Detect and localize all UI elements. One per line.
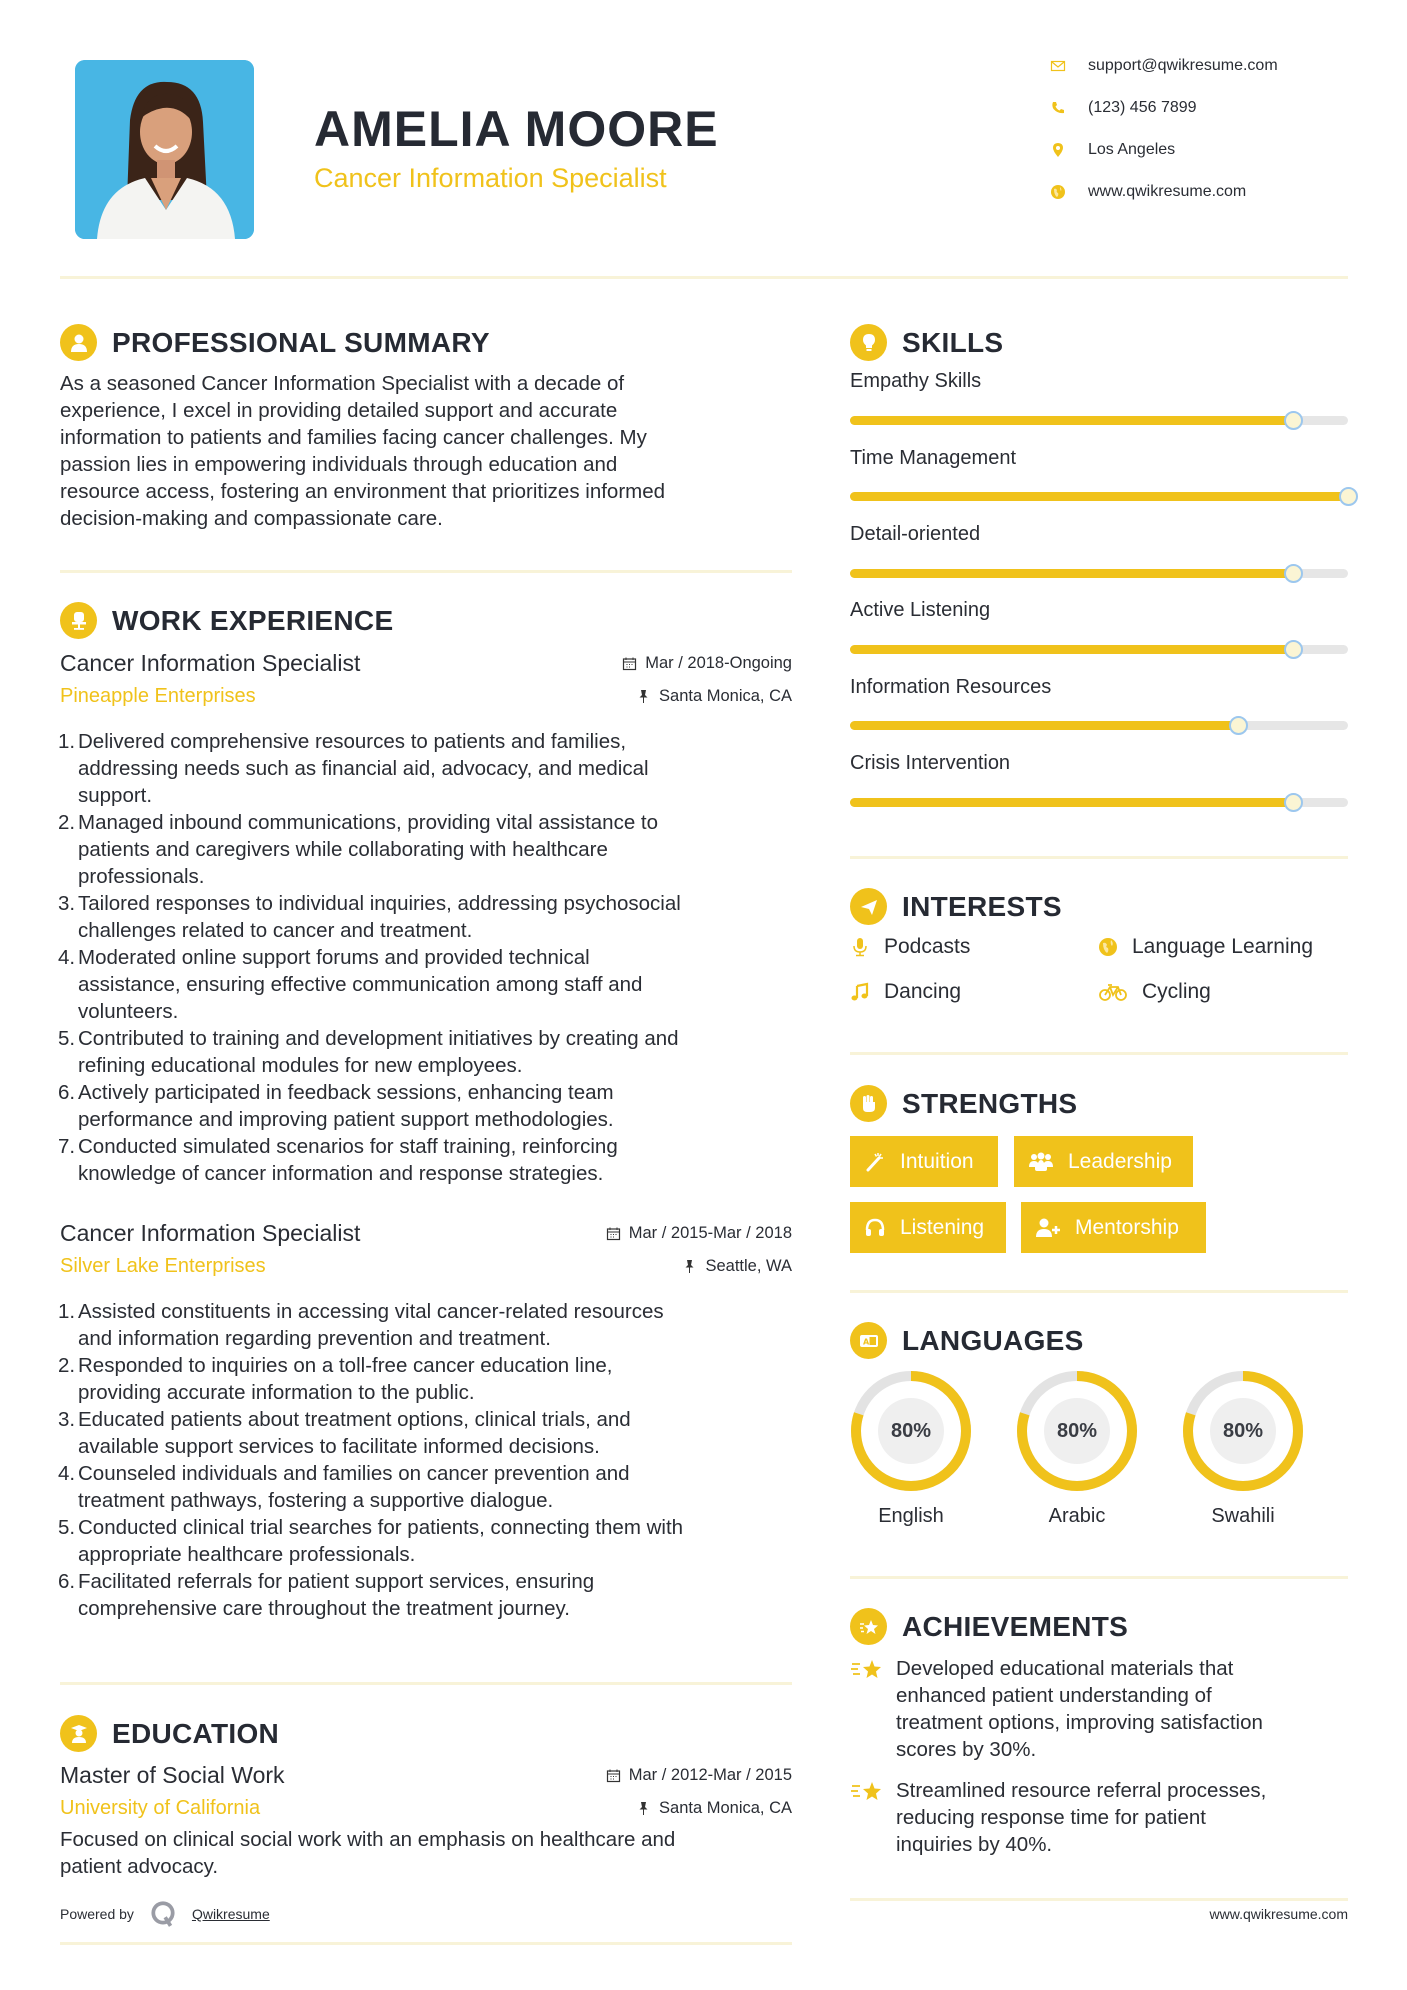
education-dates bbox=[606, 1766, 792, 1785]
skill-label: Detail-oriented bbox=[850, 523, 981, 545]
strength-label: Mentorship bbox=[1075, 1215, 1179, 1239]
calendar-icon bbox=[606, 1768, 621, 1783]
shooting-star-icon bbox=[850, 1657, 884, 1683]
contact-website-text: www.qwikresume.com bbox=[1088, 183, 1247, 200]
skill-handle[interactable] bbox=[1284, 411, 1303, 430]
interests-heading: INTERESTS bbox=[902, 890, 1062, 922]
achievements-heading: ACHIEVEMENTS bbox=[902, 1610, 1129, 1642]
education-location bbox=[636, 1799, 792, 1818]
interest-label: Cycling bbox=[1142, 980, 1211, 1003]
pushpin-icon bbox=[636, 1801, 651, 1816]
language-percent: 80% bbox=[890, 1419, 932, 1442]
skills-header bbox=[850, 324, 1003, 361]
shooting-star-icon bbox=[850, 1779, 884, 1805]
education-header bbox=[60, 1715, 279, 1752]
education-heading: EDUCATION bbox=[112, 1717, 280, 1749]
duty-item: 6. Facilitated referrals for patient support services, ensuring comprehensive care throughout the treatment journey. bbox=[58, 1570, 595, 1620]
job-dates-text: Mar / 2015-Mar / 2018 bbox=[628, 1224, 792, 1242]
experience-header bbox=[60, 602, 393, 639]
summary-line: information to patients and families facing cancer challenges. My bbox=[60, 426, 647, 449]
interest-label: Dancing bbox=[884, 980, 962, 1003]
section-divider bbox=[850, 1052, 1348, 1055]
achievement-text: Developed educational materials that enhanced patient understanding of treatment options, improving satisfaction scores by 30%. bbox=[896, 1657, 1263, 1761]
strength-label: Leadership bbox=[1068, 1149, 1172, 1173]
education-location-text: Santa Monica, CA bbox=[659, 1799, 792, 1817]
skill-label: Crisis Intervention bbox=[850, 752, 1011, 774]
duty-item: 5. Conducted clinical trial searches for patients, connecting them with appropriate healthcare professionals. bbox=[58, 1516, 684, 1566]
qwikresume-link[interactable]: Qwikresume bbox=[191, 1906, 270, 1922]
skill-handle[interactable] bbox=[1284, 640, 1303, 659]
candidate-name: AMELIA MOORE bbox=[314, 101, 719, 157]
languages-heading: LANGUAGES bbox=[902, 1324, 1084, 1356]
job-location-text: Santa Monica, CA bbox=[659, 687, 792, 705]
skill-fill bbox=[850, 569, 1293, 578]
phone-icon bbox=[1050, 100, 1066, 116]
portrait-image bbox=[75, 60, 254, 239]
achievement-item bbox=[850, 1777, 1350, 1858]
interest-item bbox=[1098, 980, 1211, 1004]
summary-line: resource access, fostering an environment that prioritizes informed bbox=[60, 480, 666, 503]
duty-item: 1. Delivered comprehensive resources to patients and families, addressing needs such as financial aid, advocacy, and medical support. bbox=[58, 730, 649, 807]
envelope-icon bbox=[1050, 58, 1066, 74]
strength-chip bbox=[850, 1136, 998, 1187]
powered-by bbox=[60, 1900, 270, 1928]
summary-header bbox=[60, 324, 490, 361]
achievement-text: Streamlined resource referral processes, reducing response time for patient inquiries by 40%. bbox=[896, 1779, 1267, 1856]
profile-photo bbox=[75, 60, 254, 239]
language-ring bbox=[1182, 1370, 1304, 1492]
skill-fill bbox=[850, 492, 1348, 501]
job-location bbox=[682, 1257, 792, 1276]
strength-label: Listening bbox=[900, 1215, 985, 1239]
graduate-icon bbox=[60, 1715, 97, 1752]
headphones-icon bbox=[864, 1217, 886, 1239]
section-divider bbox=[850, 1576, 1348, 1579]
skill-handle[interactable] bbox=[1229, 716, 1248, 735]
interest-label: Podcasts bbox=[884, 935, 971, 958]
microphone-icon bbox=[850, 937, 870, 957]
duty-item: 6. Actively participated in feedback sessions, enhancing team performance and improving patient support methodologies. bbox=[58, 1081, 614, 1131]
skill-slider[interactable] bbox=[850, 492, 1348, 501]
experience-heading: WORK EXPERIENCE bbox=[112, 604, 394, 636]
powered-by-label: Powered by bbox=[60, 1906, 134, 1922]
section-divider bbox=[60, 1682, 792, 1685]
strengths-header bbox=[850, 1085, 1077, 1122]
achievements-header bbox=[850, 1608, 1128, 1645]
strengths-heading: STRENGTHS bbox=[902, 1087, 1078, 1119]
skill-label: Empathy Skills bbox=[850, 370, 982, 392]
svg-text:A: A bbox=[862, 1337, 869, 1346]
section-divider bbox=[850, 1290, 1348, 1293]
job-duties bbox=[60, 1298, 800, 1622]
skill-slider[interactable] bbox=[850, 645, 1348, 654]
users-icon bbox=[1028, 1151, 1054, 1173]
skills-heading: SKILLS bbox=[902, 326, 1004, 358]
education-description: Focused on clinical social work with an emphasis on healthcare and patient advocacy. bbox=[60, 1828, 676, 1878]
translate-icon bbox=[850, 1322, 887, 1359]
section-divider bbox=[850, 1898, 1348, 1901]
lightbulb-icon bbox=[850, 324, 887, 361]
job-company: Pineapple Enterprises bbox=[60, 685, 256, 707]
job-dates bbox=[606, 1224, 792, 1243]
skill-fill bbox=[850, 645, 1293, 654]
footer-url[interactable]: www.qwikresume.com bbox=[1209, 1906, 1348, 1922]
summary-line: decision-making and compassionate care. bbox=[60, 507, 443, 530]
skill-handle[interactable] bbox=[1284, 793, 1303, 812]
pushpin-icon bbox=[682, 1259, 697, 1274]
job-company: Silver Lake Enterprises bbox=[60, 1255, 266, 1277]
summary-heading: PROFESSIONAL SUMMARY bbox=[112, 326, 490, 358]
music-note-icon bbox=[850, 982, 870, 1002]
job-dates bbox=[622, 654, 792, 673]
qwikresume-logo-icon bbox=[150, 1900, 176, 1928]
job-location-text: Seattle, WA bbox=[705, 1257, 792, 1275]
job-location bbox=[636, 687, 792, 706]
interest-item bbox=[850, 935, 970, 959]
summary-line: passion lies in empowering individuals through education and bbox=[60, 453, 618, 476]
job-entry bbox=[60, 1220, 792, 1278]
shooting-star-icon bbox=[850, 1608, 887, 1645]
skill-handle[interactable] bbox=[1339, 487, 1358, 506]
bicycle-icon bbox=[1098, 982, 1128, 1002]
strength-label: Intuition bbox=[900, 1149, 974, 1173]
interest-item bbox=[850, 980, 961, 1004]
language-ring bbox=[850, 1370, 972, 1492]
skill-fill bbox=[850, 721, 1238, 730]
skill-label: Information Resources bbox=[850, 676, 1052, 698]
calendar-icon bbox=[622, 656, 637, 671]
section-divider bbox=[60, 570, 792, 573]
skill-slider[interactable] bbox=[850, 798, 1348, 807]
office-chair-icon bbox=[60, 602, 97, 639]
language-name: Swahili bbox=[1211, 1505, 1275, 1527]
summary-text bbox=[60, 370, 800, 532]
skill-handle[interactable] bbox=[1284, 564, 1303, 583]
summary-line: experience, I excel in providing detailed support and accurate bbox=[60, 399, 618, 422]
language-percent: 80% bbox=[1056, 1419, 1098, 1442]
skill-fill bbox=[850, 798, 1293, 807]
duty-item: 2. Managed inbound communications, providing vital assistance to patients and caregivers while collaborating with healthcare professionals. bbox=[58, 811, 659, 888]
contact-location bbox=[1050, 141, 1175, 159]
fist-icon bbox=[850, 1085, 887, 1122]
globe-icon bbox=[1098, 937, 1118, 957]
interest-item bbox=[1098, 935, 1313, 959]
skill-slider[interactable] bbox=[850, 721, 1348, 730]
strength-chip bbox=[850, 1202, 1006, 1253]
language-name: English bbox=[878, 1505, 944, 1527]
languages-header bbox=[850, 1322, 1084, 1359]
contact-phone-text: (123) 456 7899 bbox=[1088, 99, 1197, 116]
achievement-item bbox=[850, 1655, 1350, 1763]
map-pin-icon bbox=[1050, 142, 1066, 158]
duty-item: 1. Assisted constituents in accessing vital cancer-related resources and information regarding prevention and treatment. bbox=[58, 1300, 664, 1350]
language-ring bbox=[1016, 1370, 1138, 1492]
contact-website[interactable] bbox=[1050, 183, 1246, 201]
degree: Master of Social Work bbox=[60, 1762, 285, 1788]
job-role: Cancer Information Specialist bbox=[60, 650, 361, 676]
language-percent: 80% bbox=[1222, 1419, 1264, 1442]
duty-item: 3. Tailored responses to individual inquiries, addressing psychosocial challenges related to cancer and treatment. bbox=[58, 892, 681, 942]
duty-item: 7. Conducted simulated scenarios for staff training, reinforcing knowledge of cancer information and response strategies. bbox=[58, 1135, 618, 1185]
language-name: Arabic bbox=[1048, 1505, 1106, 1527]
globe-icon bbox=[1050, 184, 1066, 200]
strength-chip bbox=[1014, 1136, 1193, 1187]
education-dates-text: Mar / 2012-Mar / 2015 bbox=[628, 1766, 792, 1784]
paper-plane-icon bbox=[850, 888, 887, 925]
duty-item: 4. Counseled individuals and families on cancer prevention and treatment pathways, fostering a supportive dialogue. bbox=[58, 1462, 630, 1512]
skill-label: Active Listening bbox=[850, 599, 991, 621]
education-entry bbox=[60, 1762, 792, 1880]
job-entry bbox=[60, 650, 792, 708]
duty-item: 3. Educated patients about treatment options, clinical trials, and available support services to facilitate informed decisions. bbox=[58, 1408, 631, 1458]
calendar-icon bbox=[606, 1226, 621, 1241]
contact-email-text: support@qwikresume.com bbox=[1088, 57, 1278, 74]
skill-slider[interactable] bbox=[850, 569, 1348, 578]
magic-wand-icon bbox=[864, 1151, 886, 1173]
strength-chip bbox=[1021, 1202, 1206, 1253]
school: University of California bbox=[60, 1797, 261, 1819]
interests-header bbox=[850, 888, 1062, 925]
duty-item: 4. Moderated online support forums and provided technical assistance, ensuring effective communication among staff and volunteers. bbox=[58, 946, 643, 1023]
contact-email[interactable] bbox=[1050, 57, 1278, 75]
duty-item: 2. Responded to inquiries on a toll-free cancer education line, providing accurate information to the public. bbox=[58, 1354, 613, 1404]
skill-slider[interactable] bbox=[850, 416, 1348, 425]
interest-label: Language Learning bbox=[1132, 935, 1314, 958]
skill-fill bbox=[850, 416, 1293, 425]
contact-location-text: Los Angeles bbox=[1088, 141, 1176, 158]
section-divider bbox=[850, 856, 1348, 859]
job-duties bbox=[60, 728, 800, 1187]
contact-phone[interactable] bbox=[1050, 99, 1197, 117]
header-divider bbox=[60, 276, 1348, 279]
section-divider bbox=[60, 1942, 792, 1945]
user-plus-icon bbox=[1035, 1217, 1061, 1239]
summary-line: As a seasoned Cancer Information Specialist with a decade of bbox=[60, 372, 625, 395]
job-role: Cancer Information Specialist bbox=[60, 1220, 361, 1246]
duty-item: 5. Contributed to training and development initiatives by creating and refining educational modules for new employees. bbox=[58, 1027, 679, 1077]
skill-label: Time Management bbox=[850, 447, 1016, 469]
candidate-title: Cancer Information Specialist bbox=[314, 163, 667, 193]
user-icon bbox=[60, 324, 97, 361]
job-dates-text: Mar / 2018-Ongoing bbox=[645, 654, 792, 672]
pushpin-icon bbox=[636, 689, 651, 704]
